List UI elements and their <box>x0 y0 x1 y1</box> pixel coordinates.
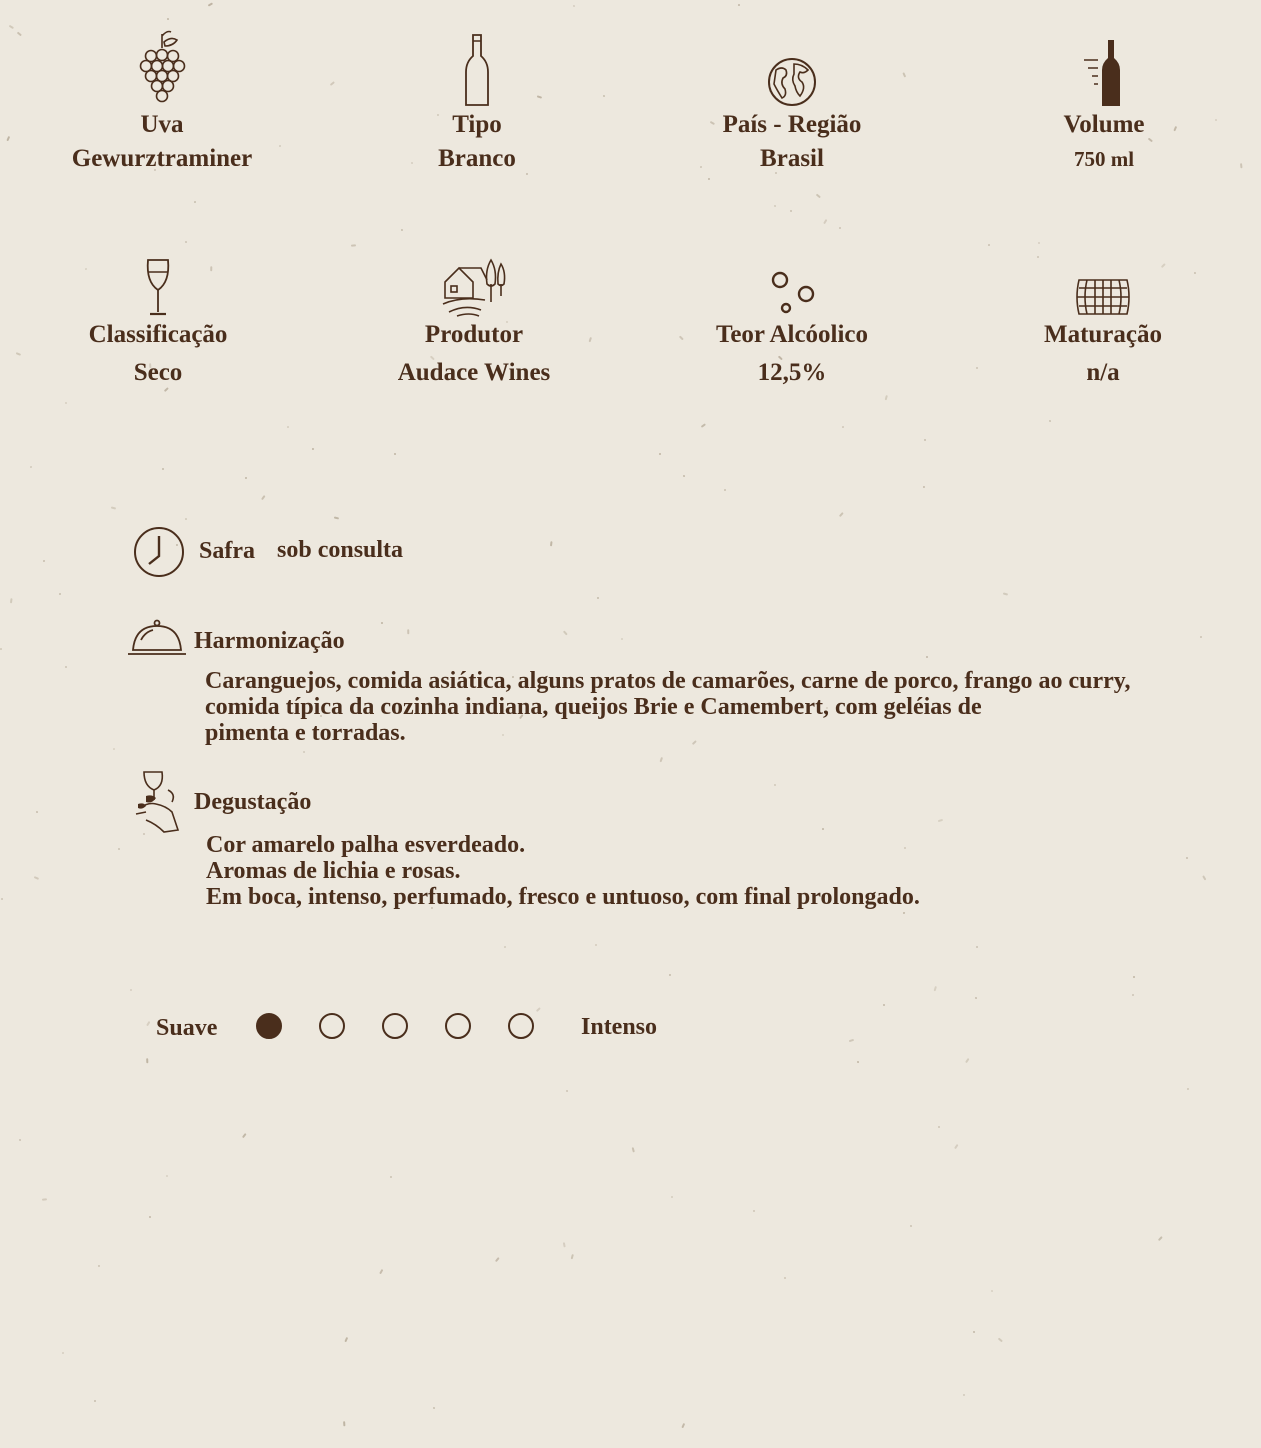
paper-speck <box>30 466 33 469</box>
paper-speck <box>597 597 599 599</box>
harmonizacao-title: Harmonização <box>194 628 345 654</box>
attribute-label: Maturação <box>1043 321 1163 348</box>
paper-speck <box>1200 636 1203 639</box>
paper-speck <box>1003 592 1008 595</box>
paper-speck <box>632 1147 635 1152</box>
paper-speck <box>98 1265 100 1267</box>
paper-speck <box>724 489 727 492</box>
paper-speck <box>65 666 68 669</box>
paper-speck <box>162 468 164 470</box>
intensity-dot <box>319 1013 345 1039</box>
paper-speck <box>330 82 335 86</box>
paper-speck <box>0 648 2 651</box>
paper-speck <box>991 1290 994 1293</box>
paper-speck <box>965 1058 969 1063</box>
paper-speck <box>621 638 623 640</box>
attribute-value: Branco <box>438 145 516 172</box>
paper-speck <box>753 1210 755 1212</box>
clock-icon <box>133 526 185 578</box>
intensity-dot <box>508 1013 534 1039</box>
paper-speck <box>194 201 197 204</box>
paper-speck <box>208 3 213 7</box>
paper-speck <box>303 751 305 753</box>
paper-speck <box>550 541 552 546</box>
paper-speck <box>573 5 576 8</box>
paper-speck <box>149 1216 152 1219</box>
paper-speck <box>36 811 39 814</box>
paper-speck <box>784 1277 786 1279</box>
bubbles-icon <box>652 240 932 318</box>
paper-speck <box>245 477 247 479</box>
barrel-icon <box>963 240 1243 318</box>
paper-speck <box>839 227 841 229</box>
text-line: Cor amarelo palha esverdeado. <box>206 832 526 858</box>
paper-speck <box>1133 976 1135 978</box>
paper-speck <box>408 629 410 634</box>
attribute-label: Classificação <box>88 321 228 348</box>
paper-speck <box>287 426 290 429</box>
attribute-volume <box>964 28 1244 176</box>
paper-speck <box>790 210 792 212</box>
paper-speck <box>923 486 925 488</box>
attribute-value: Seco <box>133 359 183 386</box>
scale-max-label: Intenso <box>581 1014 658 1040</box>
attribute-value: n/a <box>1086 359 1120 386</box>
wine-glass-icon <box>18 240 298 318</box>
paper-speck <box>669 974 671 976</box>
attribute-value: Brasil <box>760 145 824 172</box>
attribute-value: 750 ml <box>1073 147 1135 171</box>
attribute-value: 12,5% <box>757 359 827 386</box>
bottle-volume-icon <box>964 28 1244 108</box>
paper-speck <box>118 848 121 851</box>
safra-label: Safra <box>199 538 255 564</box>
paper-speck <box>1158 1236 1163 1241</box>
paper-speck <box>334 516 339 519</box>
paper-speck <box>816 194 821 198</box>
paper-speck <box>394 453 397 456</box>
paper-speck <box>660 757 663 762</box>
degustacao-title: Degustação <box>194 789 312 815</box>
paper-speck <box>842 426 845 429</box>
paper-speck <box>563 630 568 635</box>
paper-speck <box>242 1133 246 1138</box>
intensity-dot <box>382 1013 408 1039</box>
paper-speck <box>924 439 926 441</box>
attribute-label: Teor Alcóolico <box>715 321 869 348</box>
paper-speck <box>849 1039 854 1042</box>
paper-speck <box>659 453 661 455</box>
paper-speck <box>344 1421 346 1426</box>
attribute-maturacao <box>963 240 1243 390</box>
attribute-pais-regiao <box>652 28 932 176</box>
attribute-label: Volume <box>1063 111 1145 138</box>
attribute-label: Uva <box>140 111 184 138</box>
text-line: Caranguejos, comida asiática, alguns pratos de camarões, carne de porco, frango ao curry, <box>205 668 1131 694</box>
paper-speck <box>975 997 978 1000</box>
paper-speck <box>111 506 116 509</box>
paper-speck <box>857 1061 860 1064</box>
paper-speck <box>938 819 943 822</box>
paper-speck <box>10 598 12 603</box>
paper-speck <box>1186 857 1189 860</box>
paper-speck <box>682 1423 685 1428</box>
paper-speck <box>130 989 133 992</box>
paper-speck <box>708 178 711 181</box>
paper-speck <box>185 518 188 521</box>
paper-speck <box>1132 994 1135 997</box>
paper-speck <box>566 1090 568 1092</box>
paper-speck <box>701 424 706 428</box>
paper-speck <box>94 1400 96 1402</box>
paper-speck <box>1049 420 1052 423</box>
paper-speck <box>883 1004 886 1007</box>
globe-icon <box>652 28 932 108</box>
paper-speck <box>774 205 776 207</box>
paper-speck <box>976 946 978 948</box>
paper-speck <box>536 1007 541 1012</box>
paper-speck <box>312 448 314 450</box>
intensity-dot <box>445 1013 471 1039</box>
paper-speck <box>261 495 265 500</box>
paper-speck <box>822 828 825 831</box>
paper-speck <box>401 229 403 231</box>
paper-speck <box>495 1257 499 1262</box>
paper-speck <box>926 656 928 658</box>
harmonizacao-text <box>205 668 1130 746</box>
winery-icon <box>334 240 614 318</box>
paper-speck <box>824 219 828 224</box>
paper-speck <box>19 1139 21 1141</box>
attribute-value: Gewurztraminer <box>71 145 253 172</box>
scale-min-label: Suave <box>156 1015 218 1041</box>
safra-value: sob consulta <box>277 537 404 563</box>
paper-speck <box>738 4 741 7</box>
attribute-label: País - Região <box>722 111 862 138</box>
attribute-label: Tipo <box>452 111 502 138</box>
attribute-uva <box>22 28 302 176</box>
paper-speck <box>62 1352 64 1354</box>
paper-speck <box>671 1196 674 1199</box>
paper-speck <box>885 395 888 400</box>
paper-speck <box>504 946 507 949</box>
bottle-icon <box>337 28 617 108</box>
paper-speck <box>903 912 906 915</box>
paper-speck <box>938 1126 940 1128</box>
paper-speck <box>839 512 844 517</box>
paper-speck <box>571 1254 574 1259</box>
paper-speck <box>9 25 14 29</box>
attribute-teor-alcoolico <box>652 240 932 390</box>
cloche-icon <box>127 618 187 658</box>
tasting-hand-icon <box>132 768 184 836</box>
text-line: Aromas de lichia e rosas. <box>206 858 461 884</box>
paper-speck <box>167 18 170 21</box>
text-line: Em boca, intenso, perfumado, fresco e untuoso, com final prolongado. <box>206 884 920 910</box>
paper-speck <box>433 1407 436 1410</box>
paper-speck <box>147 1021 151 1026</box>
paper-speck <box>973 1331 976 1334</box>
degustacao-text <box>206 832 920 910</box>
paper-speck <box>345 1337 348 1342</box>
paper-speck <box>59 593 62 596</box>
paper-speck <box>934 986 937 991</box>
attribute-label: Produtor <box>424 321 524 348</box>
paper-speck <box>998 1338 1003 1342</box>
paper-speck <box>563 1242 565 1247</box>
paper-speck <box>595 944 597 946</box>
paper-speck <box>1187 1088 1189 1090</box>
paper-speck <box>43 560 46 563</box>
paper-speck <box>42 1199 47 1201</box>
paper-speck <box>381 622 384 625</box>
paper-speck <box>910 1225 912 1227</box>
attribute-value: Audace Wines <box>397 359 551 386</box>
paper-speck <box>7 136 10 141</box>
paper-speck <box>1 898 3 900</box>
paper-speck <box>113 748 116 751</box>
attribute-tipo <box>337 28 617 176</box>
text-line: comida típica da cozinha indiana, queijos Brie e Camembert, com geléias de <box>205 694 982 720</box>
paper-speck <box>683 475 686 478</box>
paper-speck <box>147 1058 149 1063</box>
paper-speck <box>954 1144 958 1149</box>
attribute-classificacao <box>18 240 298 390</box>
text-line: pimenta e torradas. <box>205 720 406 746</box>
paper-speck <box>1203 875 1207 880</box>
paper-speck <box>963 1394 966 1397</box>
paper-speck <box>65 402 67 404</box>
paper-speck <box>166 1175 169 1178</box>
paper-speck <box>390 1176 392 1178</box>
paper-speck <box>380 1269 384 1274</box>
paper-speck <box>774 784 776 786</box>
intensity-dot <box>256 1013 282 1039</box>
paper-speck <box>34 876 39 879</box>
grapes-icon <box>22 28 302 108</box>
attribute-produtor <box>334 240 614 390</box>
